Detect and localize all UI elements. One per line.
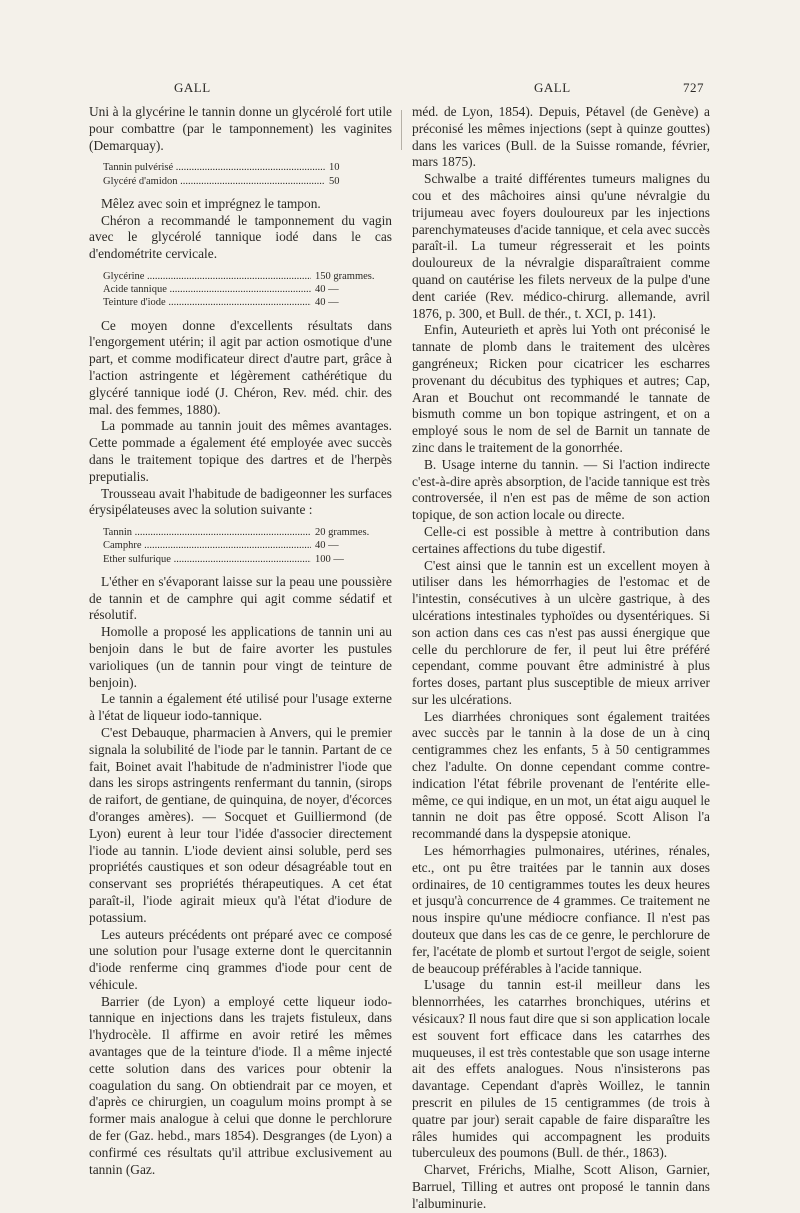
paragraph: Ce moyen donne d'excellents résultats dans l'engorgement utérin; il agit par action osmotique d'une part, et comme modificateur direct d'autre part, grâce à l'action astringente et légèrement cathérétique du glycéré tannique iodé (J. Chéron, Rev. méd. chir. des mal. des femmes, 1880). [89,317,392,417]
paragraph: L'usage du tannin est-il meilleur dans les blennorrhées, les catarrhes bronchiques, utérins et vésicaux? Il nous faut dire que si son application locale est souvent fort efficace dans les catarrhes des muqueuses, il est très contestable que son usage interne ait des effets analogues. Nous n'insisterons pas davantage. Cependant d'après Woillez, le tannin prescrit en pilules de 15 centigrammes (de trois à quatre par jour) serait capable de faire disparaître les râles humides qui accompagnent les produits tuberculeux des poumons (Bull. de thér., 1863). [412,977,710,1161]
ingredient-quantity: 50 [329,175,340,187]
paragraph: Les hémorrhagies pulmonaires, utérines, rénales, etc., ont pu être traitées par le tannin aux doses ordinaires, de 10 centigrammes toutes les deux heures et jusqu'à concurrence de 4 grammes. Ce traitement ne nous inspire qu'une médiocre confiance. Il n'est pas douteux que dans les cas de ce genre, le perchlorure de fer, l'acétate de plomb et surtout l'ergot de seigle, soient de beaucoup préférables à l'acide tannique. [412,843,710,976]
formula-row [103,526,392,539]
paragraph: La pommade au tannin jouit des mêmes avantages. Cette pommade a également été employée avec succès dans le traitement topique des dartres et de l'herpès preputialis. [89,418,392,484]
paragraph: Charvet, Frérichs, Mialhe, Scott Alison, Garnier, Barruel, Tilling et autres ont proposé le tannin dans l'albuminurie. [412,1162,710,1211]
paragraph: L'éther en s'évaporant laisse sur la peau une poussière de tannin et de camphre qui agit comme sédatif et résolutif. [89,573,392,623]
paragraph: Celle-ci est possible à mettre à contribution dans certaines affections du tube digestif. [412,523,710,556]
formula-row [103,270,392,283]
ingredient-name: Glycérine ..... [103,270,311,283]
formula-1 [103,161,392,187]
ingredient-name: Acide tannique ..... [103,283,311,296]
paragraph: Schwalbe a traité différentes tumeurs malignes du cou et des mâchoires ainsi qu'une névralgie du trijumeau avec foyers douloureux par les injections parenchymateuses d'acide tannique, et cela avec succès paraît-il. La tumeur régresserait et les points douloureux de la névralgie disparaîtraient comme quand on cautérise les filets nerveux de la pulpe d'une dent cariée (Rev. médico-chirurg. allemande, avril 1876, p. 300, et Bull. de thér., t. XCI, p. 141). [412,171,710,321]
header-left: GALL [174,80,211,95]
paragraph: Homolle a proposé les applications de tannin uni au benjoin dans le but de faire avorter les pustules varioliques (un de tannin pour vingt de teinture de benjoin). [89,624,392,690]
page-number: 727 [683,80,704,95]
formula-row [103,553,392,566]
paragraph: Les auteurs précédents ont préparé avec ce composé une solution pour l'usage externe dont le quercitannin d'iode renferme cinq grammes d'iode pour cent de véhicule. [89,926,392,992]
ingredient-name: Tannin ..... [103,526,311,539]
paragraph: C'est Debauque, pharmacien à Anvers, qui le premier signala la solubilité de l'iode par le tannin. Partant de ce fait, Boinet avait l'habitude de n'administrer l'iode que dans les sirops astringents renfermant du tannin, (sirops de raifort, de gentiane, de quinquina, de noyer, d'écorces d'oranges amères). — Socquet et Guilliermond (de Lyon) eurent à leur tour l'idée d'associer directement l'iode au tannin. L'iode devient ainsi soluble, perd ses propriétés caustiques et son odeur désagréable tout en conservant ses propriétés thérapeutiques. A cet état paraît-il, l'iode agirait mieux qu'à l'état d'iodure de potassium. [89,724,392,925]
ingredient-name: Glycéré d'amidon ..... [103,175,325,188]
formula-row [103,283,392,296]
ingredient-quantity: 40 — [315,297,339,309]
ingredient-quantity: 20 grammes. [315,527,370,539]
paragraph: Mêlez avec soin et imprégnez le tampon. [101,195,321,211]
right-column [412,104,710,1213]
column-separator [401,110,402,150]
ingredient-quantity: 150 grammes. [315,270,375,282]
formula-3 [103,526,392,566]
paragraph: Les diarrhées chroniques sont également traitées avec succès par le tannin à la dose de un à cinq centigrammes chez les enfants, 5 à 50 centigrammes chez l'adulte. On donne cependant comme contre-indication l'état fébrile provenant de l'entérite elle-même, ce qui indique, en un mot, un état aigu auquel le tannin ne doit pas être opposé. Scott Alison l'a recommandé dans la dyspepsie atonique. [412,708,710,842]
formula-row [103,175,392,188]
ingredient-quantity: 100 — [315,553,344,565]
header-right: GALL [534,80,571,95]
paragraph: C'est ainsi que le tannin est un excellent moyen à utiliser dans les hémorrhagies de l'estomac et de l'intestin, consécutives à un ulcère gastrique, à des ulcérations intestinales typhoïdes ou dysentériques. Si son action dans ces cas n'est pas aussi énergique que celle du perchlorure de fer, il peut lui être préféré cependant, comme pouvant être administré à plus fortes doses, partant plus susceptible de mieux arriver sur les ulcérations. [412,557,710,707]
paragraph: Chéron a recommandé le tamponnement du vagin avec le glycérolé tannique iodé dans le cas d'endométrite cervicale. [89,212,392,262]
formula-2 [103,270,392,310]
paragraph: Enfin, Auteurieth et après lui Yoth ont préconisé le tannate de plomb dans le traitement des ulcères gangréneux; Ricken pour cicatricer les escharres provenant du décubitus des typhiques et autres; Cap, Aran et Bouchut ont recommandé le tannate de bismuth comme un bon topique astringent, et on a employé sous le nom de sel de Barnit un tannate de zinc dans le traitement de la gonorrhée. [412,322,710,455]
ingredient-name: Tannin pulvérisé ..... [103,161,325,174]
formula-row [103,296,392,309]
paragraph: Barrier (de Lyon) a employé cette liqueur iodo-tannique en injections dans les trajets fistuleux, dans l'hydrocèle. Il affirme en avoir retiré les mêmes avantages que de la teinture d'iode. Il a même injecté cette solution dans des varices pour obtenir la coagulation du sang. On obtiendrait par ce moyen, et d'après ce chirurgien, un coagulum moins prompt à se former mais analogue à celui que donne le perchlorure de fer (Gaz. hebd., mars 1854). Desgranges (de Lyon) a confirmé ces résultats qu'il attribue exclusivement au tannin (Gaz. [89,993,392,1177]
paragraph: Le tannin a également été utilisé pour l'usage externe à l'état de liqueur iodo-tannique. [89,691,392,724]
ingredient-quantity: 40 — [315,540,339,552]
left-column [89,104,392,1178]
paragraph: méd. de Lyon, 1854). Depuis, Pétavel (de Genève) a préconisé les mêmes injections (sept à quinze gouttes) dans les varices (Bull. de la Suisse romande, février, mars 1875). [412,104,710,170]
ingredient-quantity: 40 — [315,284,339,296]
paragraph: B. Usage interne du tannin. — Si l'action indirecte c'est-à-dire après absorption, de l'acide tannique est très controversée, il n'en est pas de même de son action topique, de son action locale ou directe. [412,456,710,523]
ingredient-name: Ether sulfurique ..... [103,553,311,566]
formula-row [103,539,392,552]
ingredient-quantity: 10 [329,162,340,174]
paragraph: Trousseau avait l'habitude de badigeonner les surfaces érysipélateuses avec la solution suivante : [89,485,392,518]
ingredient-name: Teinture d'iode ..... [103,296,311,309]
ingredient-name: Camphre ..... [103,539,311,552]
paragraph: Uni à la glycérine le tannin donne un glycérolé fort utile pour combattre (par le tamponnement) les vaginites (Demarquay). [89,104,392,153]
running-header [0,80,800,100]
formula-row [103,161,392,174]
